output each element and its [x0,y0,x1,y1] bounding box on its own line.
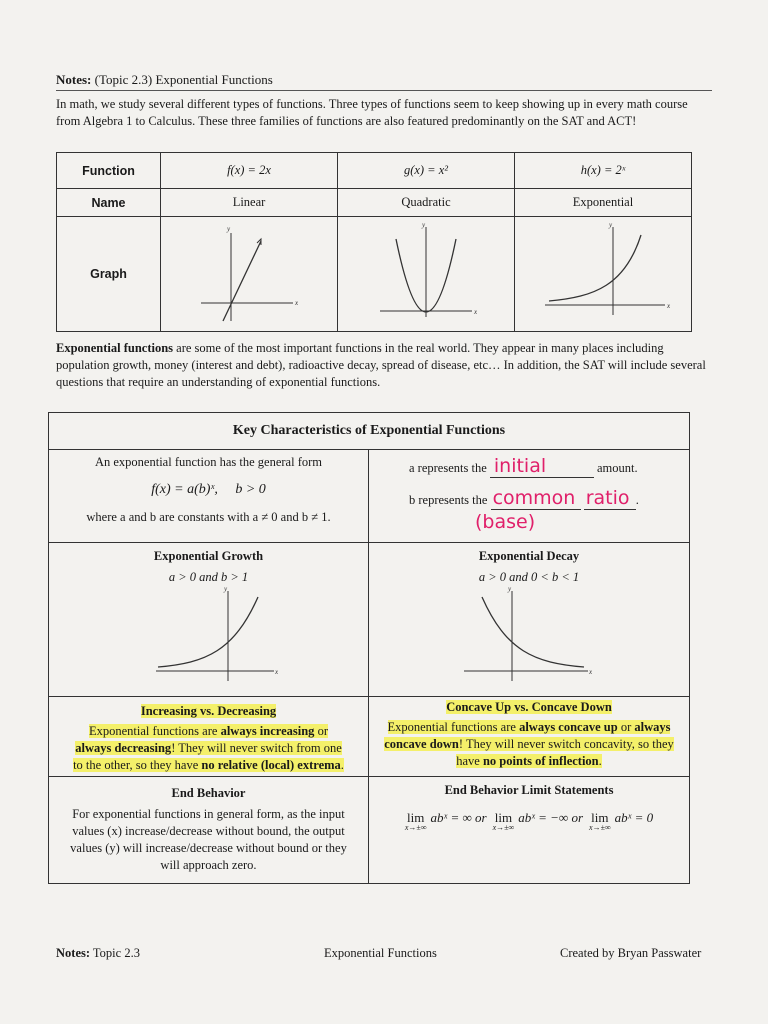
a-answer-blank [490,455,594,478]
intro-paragraph: In math, we study several different types of functions. Three types of functions seem to keep showing up in every math course from Algebra 1 to Calculus. These three families of functions are also featured predominantly on the SAT and ACT! [56,97,688,128]
limit-expression-2: abˣ = −∞ or [518,810,584,825]
quadratic-y-label: y [422,221,426,229]
b-prefix: b represents the [409,493,488,507]
b-answer-handwritten-2: ratio [585,487,630,509]
b-represents-line [409,487,639,510]
b-answer-blank-1 [491,487,581,510]
b-answer-blank-2 [584,487,636,510]
increasing-decreasing-title: Increasing vs. Decreasing [140,704,277,718]
linear-y-label: y [227,225,231,233]
function-families-table [56,152,692,332]
exponential-y-label: y [609,221,613,229]
general-form-intro: An exponential function has the general form [94,455,322,469]
graph-exponential-cell [515,217,692,332]
quadratic-graph [338,217,514,327]
limit-statements [369,810,689,832]
b-suffix: . [635,493,639,507]
limit-expression-3: abˣ = 0 [614,810,654,825]
function-exponential: h(x) = 2ˣ [515,153,692,189]
limit-statements-title: End Behavior Limit Statements [444,783,614,797]
name-exponential: Exponential [515,189,692,217]
growth-x-label: x [274,668,278,676]
increasing-concavity-row [49,697,689,777]
footer-center: Exponential Functions [324,946,437,960]
footer-credit: Created by Bryan Passwater [560,946,702,960]
decay-y-label: y [508,585,512,593]
exponential-functions-paragraph [56,340,716,391]
b-answer-handwritten-3: (base) [475,511,536,533]
exponential-graph [515,217,691,327]
row-label-name: Name [57,189,161,217]
graph-quadratic-cell [338,217,515,332]
key-characteristics-title: Key Characteristics of Exponential Functions [49,413,689,450]
footer-left [56,946,140,961]
a-suffix: amount. [597,461,638,475]
decay-x-label: x [589,668,593,676]
key-characteristics-box [48,412,690,884]
quadratic-x-label: x [474,308,478,316]
limit-operator-3: lim x→±∞ [589,810,611,832]
exp-paragraph-rest: are some of the most important functions in the real world. They appear in many places including population growth, money (interest and debt), radioactive decay, spread of disease, etc… In addition, the SAT will include several questions that require an understanding of exponential functions. [56,341,706,389]
increasing-decreasing-text: Exponential functions are always increasing or always decreasing! They will never switch from one to the other, so they have no relative (local) extrema. [73,724,344,772]
growth-decay-row [49,543,689,697]
limit-operator-2: lim x→±∞ [492,810,515,832]
growth-condition: a > 0 and b > 1 [168,570,249,584]
decay-graph [454,585,604,685]
increasing-decreasing-cell [49,697,369,776]
page-header [56,72,712,91]
concavity-cell [369,697,689,776]
concavity-title: Concave Up vs. Concave Down [446,700,612,714]
exponential-x-label: x [667,302,671,310]
decay-condition: a > 0 and 0 < b < 1 [478,570,580,584]
decay-title: Exponential Decay [478,549,580,563]
linear-x-label: x [295,299,299,307]
growth-cell [49,543,369,696]
function-quadratic: g(x) = x² [338,153,515,189]
header-topic: (Topic 2.3) Exponential Functions [94,72,273,87]
end-behavior-title: End Behavior [171,786,246,800]
end-behavior-cell [49,777,369,883]
name-quadratic: Quadratic [338,189,515,217]
a-answer-handwritten: initial [493,455,547,477]
row-label-graph: Graph [57,217,161,332]
limit-expression-1: abˣ = ∞ or [430,810,487,825]
general-form-row [49,449,689,543]
decay-cell [369,543,689,696]
b-answer-handwritten-1: common [492,487,576,509]
linear-graph [161,217,337,327]
exp-paragraph-lead: Exponential functions [56,341,174,355]
graph-linear-cell [161,217,338,332]
growth-graph [134,585,284,685]
end-behavior-row [49,777,689,883]
row-label-function: Function [57,153,161,189]
footer-notes-label: Notes: [56,946,91,960]
concavity-text: Exponential functions are always concave up or always concave down! They will never switch concavity, so they have no points of inflection. [384,720,674,768]
a-represents-line [409,455,638,478]
growth-title: Exponential Growth [153,549,264,563]
a-prefix: a represents the [409,461,487,475]
function-linear: f(x) = 2x [161,153,338,189]
constants-note: where a and b are constants with a ≠ 0 and b ≠ 1. [86,510,331,524]
growth-y-label: y [223,585,227,593]
name-linear: Linear [161,189,338,217]
general-form-cell [49,449,369,542]
limit-operator-1: lim x→±∞ [404,810,427,832]
footer-topic: Topic 2.3 [90,946,140,960]
parameters-cell [369,449,689,542]
header-notes-label: Notes: [56,72,92,87]
general-form-equation: f(x) = a(b)ˣ, b > 0 [151,482,266,497]
limit-statements-cell [369,777,689,883]
end-behavior-text: For exponential functions in general form, as the input values (x) increase/decrease without bound, the output values (y) will increase/decrease without bound or they will approach zero. [70,807,347,872]
